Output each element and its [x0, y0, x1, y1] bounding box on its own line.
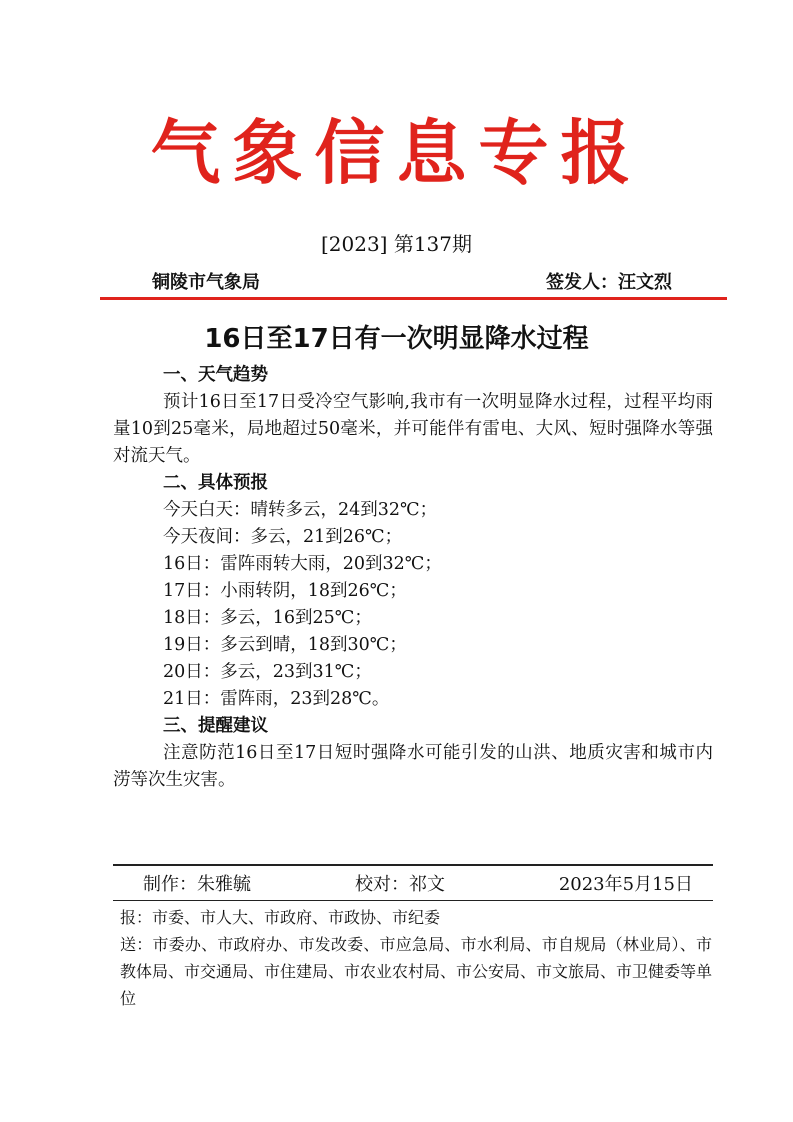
issue-number: [2023] 第137期 — [320, 232, 473, 256]
section-heading-advice: 三、提醒建议 — [163, 716, 268, 736]
footer-divider-mid — [113, 900, 713, 901]
report-to: 报：市委、市人大、市政府、市政协、市纪委 — [120, 908, 441, 927]
masthead-title: 气象信息专报 — [150, 112, 643, 194]
forecast-line: 18日：多云，16到25℃； — [163, 608, 372, 628]
issue-date: 2023年5月15日 — [558, 874, 693, 895]
forecast-line: 今天夜间：多云，21到26℃； — [163, 527, 403, 547]
forecast-line: 16日：雷阵雨转大雨，20到32℃； — [163, 554, 442, 574]
section-heading-forecast: 二、具体预报 — [163, 473, 268, 493]
forecast-line: 19日：多云到晴，18到30℃； — [163, 635, 407, 655]
signoff-row — [113, 870, 713, 898]
headline: 16日至17日有一次明显降水过程 — [204, 324, 589, 354]
send-to: 送：市委办、市政府办、市发改委、市应急局、市水利局、市自规局（林业局）、市教体局、市交通局、市住建局、市农业农村局、市公安局、市文旅局、市卫健委等单位 — [120, 935, 713, 1008]
forecast-line: 21日：雷阵雨，23到28℃。 — [163, 689, 390, 709]
forecast-line: 20日：多云，23到31℃； — [163, 662, 372, 682]
footer-divider-top — [113, 864, 713, 866]
checker: 校对：祁文 — [355, 874, 445, 895]
producer: 制作：朱雅毓 — [143, 874, 251, 895]
signer: 签发人：汪文烈 — [546, 272, 672, 293]
section-heading-trend: 一、天气趋势 — [163, 365, 268, 385]
red-divider — [100, 297, 727, 300]
advice-paragraph: 注意防范16日至17日短时强降水可能引发的山洪、地质灾害和城市内涝等次生灾害。 — [113, 743, 713, 790]
document-body — [113, 362, 713, 794]
forecast-line: 今天白天：晴转多云，24到32℃； — [163, 500, 438, 520]
issuer-row — [152, 268, 672, 294]
trend-paragraph: 预计16日至17日受冷空气影响,我市有一次明显降水过程，过程平均雨量10到25毫米，局地超过50毫米，并可能伴有雷电、大风、短时强降水等强对流天气。 — [113, 392, 713, 466]
distribution-block — [120, 904, 712, 1012]
forecast-line: 17日：小雨转阴，18到26℃； — [163, 581, 407, 601]
issuer: 铜陵市气象局 — [152, 272, 260, 293]
